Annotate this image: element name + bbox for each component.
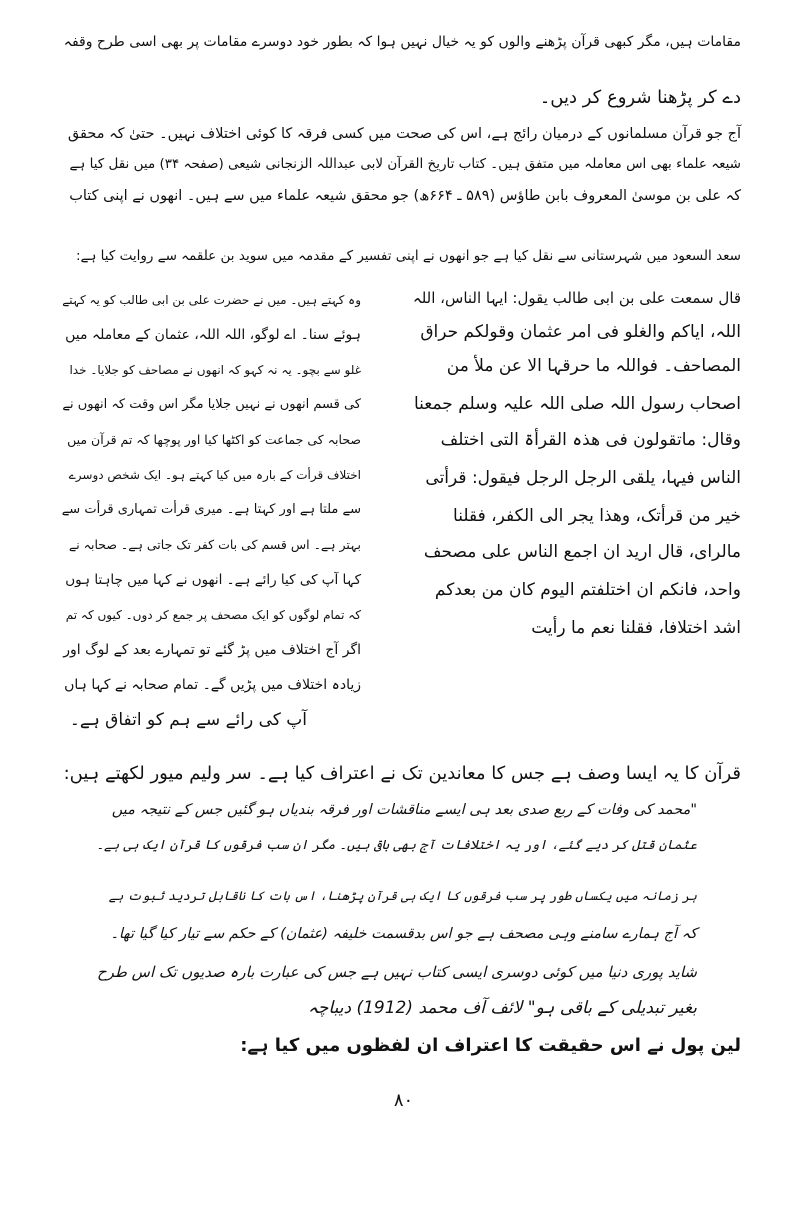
translation-line: اگر آج اختلاف میں پڑ گئے تو تمہارے بعد کے لوگ اور — [63, 642, 361, 658]
translation-line: اختلاف قرأت کے بارہ میں کیا کہتے ہو۔ ایک شخص دوسرے — [68, 468, 361, 482]
intro-line: آج جو قرآن مسلمانوں کے درمیان رائج ہے، اس کی صحت میں کسی فرقہ کا کوئی اختلاف نہیں۔ حتیٰ کہ محقق — [67, 126, 741, 142]
muir-quote-line: کہ آج ہمارے سامنے وہی مصحف ہے جو اس بدقسمت خلیفہ (عثمان) کے حکم سے تیار کیا گیا تھا۔ — [110, 926, 697, 942]
translation-line: وہ کہتے ہیں۔ میں نے حضرت علی بن ابی طالب کو یہ کہتے — [62, 293, 361, 307]
translation-line: زیادہ اختلاف میں پڑیں گے۔ تمام صحابہ نے کہا ہاں — [64, 677, 361, 693]
lanepoole-intro: لین پول نے اس حقیقت کا اعتراف ان لفظوں میں کیا ہے: — [240, 1035, 741, 1056]
muir-quote-line: ہر زمانہ میں یکساں طور پر سب فرقوں کا ایک ہی قرآن پڑھنا، اس بات کا ناقابل تردید ثبوت ہے — [108, 888, 697, 903]
muir-intro: قرآن کا یہ ایسا وصف ہے جس کا معاندین تک نے اعتراف کیا ہے۔ سر ولیم میور لکھتے ہیں: — [63, 763, 741, 784]
arabic-line: واحد، فانکم ان اختلفتم الیوم کان من بعدکم — [434, 580, 741, 600]
translation-line: کی قسم انھوں نے نہیں جلایا مگر اس وقت کہ انھوں نے — [62, 397, 361, 412]
arabic-line: مالرای، قال ارید ان اجمع الناس علی مصحف — [423, 542, 741, 562]
arabic-line: وقال: ماتقولون فی ھذہ القرأۃ التی اختلف — [440, 430, 741, 450]
translation-line: کہ تمام لوگوں کو ایک مصحف پر جمع کر دوں۔ کیوں کہ تم — [65, 608, 361, 622]
arabic-line: اشد اختلافا، فقلنا نعم ما رأیت — [531, 618, 741, 638]
page-number: ۸۰ — [393, 1090, 414, 1111]
intro-line: کہ علی بن موسیٰ المعروف بابن طاؤس (۵۸۹ ـ ۶۶۴ھ) جو محقق شیعہ علماء میں سے ہیں۔ انھوں نے اپنی کتاب — [69, 188, 741, 204]
translation-line: سے ملتا ہے اور کہتا ہے۔ میری قرأت تمہاری قرأت سے — [61, 502, 361, 517]
muir-quote-line: بغیر تبدیلی کے باقی ہو" لائف آف محمد (1912) دیباچہ — [307, 998, 697, 1018]
translation-line: صحابہ کی جماعت کو اکٹھا کیا اور پوچھا کہ تم قرآن میں — [67, 432, 361, 447]
intro-line: مقامات ہیں، مگر کبھی قرآن پڑھنے والوں کو یہ خیال نہیں ہوا کہ بطور خود دوسرے مقامات پر بھی اسی طرح وقفہ — [63, 34, 741, 50]
intro-line: شیعہ علماء بھی اس معاملہ میں متفق ہیں۔ کتاب تاریخ القرآن لابی عبداللہ الزنجانی شیعی (صفحہ ۳۴) میں نقل کیا ہے — [69, 156, 741, 172]
arabic-line: اللہ، ایاکم والغلو فی امر عثمان وقولکم حراق — [420, 322, 741, 342]
translation-line: کہا آپ کی کیا رائے ہے۔ انھوں نے کہا میں چاہتا ہوں — [65, 572, 361, 588]
arabic-line: الناس فیہا، یلقی الرجل الرجل فیقول: قرأتی — [425, 468, 741, 488]
translation-line: غلو سے بچو۔ یہ نہ کہو کہ انھوں نے مصاحف کو جلایا۔ خدا — [69, 363, 361, 377]
arabic-line: المصاحف۔ فواللہ ما حرقہا الا عن ملأ من — [446, 356, 741, 376]
translation-line: بہتر ہے۔ اس قسم کی بات کفر تک جاتی ہے۔ صحابہ نے — [68, 537, 361, 552]
intro-line: دے کر پڑھنا شروع کر دیں۔ — [539, 87, 741, 108]
arabic-line: اصحاب رسول اللہ صلی اللہ علیہ وسلم جمعنا — [413, 394, 741, 414]
arabic-line: قال سمعت علی بن ابی طالب یقول: ایہا الناس، اللہ — [412, 289, 741, 307]
arabic-line: خیر من قرأتک، وھذا یجر الی الکفر، فقلنا — [453, 506, 741, 526]
intro-line: سعد السعود میں شہرستانی سے نقل کیا ہے جو انھوں نے اپنی تفسیر کے مقدمہ میں سوید بن علقمہ سے روایت کیا ہے: — [76, 248, 741, 264]
muir-quote-line: شاید پوری دنیا میں کوئی دوسری ایسی کتاب نہیں ہے جس کی عبارت بارہ صدیوں تک اس طرح — [97, 963, 697, 981]
translation-line: ہوئے سنا۔ اے لوگو، اللہ اللہ، عثمان کے معاملہ میں — [65, 327, 361, 343]
translation-line: آپ کی رائے سے ہم کو اتفاق ہے۔ — [69, 710, 307, 730]
muir-quote-line: "محمد کی وفات کے ربع صدی بعد ہی ایسے مناقشات اور فرقہ بندیاں ہو گئیں جس کے نتیجہ میں — [111, 802, 697, 818]
muir-quote-line: عثمان قتل کر دیے گئے، اور یہ اختلافات آج بھی باقی ہیں۔ مگر ان سب فرقوں کا قرآن ایک ہی ہے۔ — [96, 838, 697, 853]
